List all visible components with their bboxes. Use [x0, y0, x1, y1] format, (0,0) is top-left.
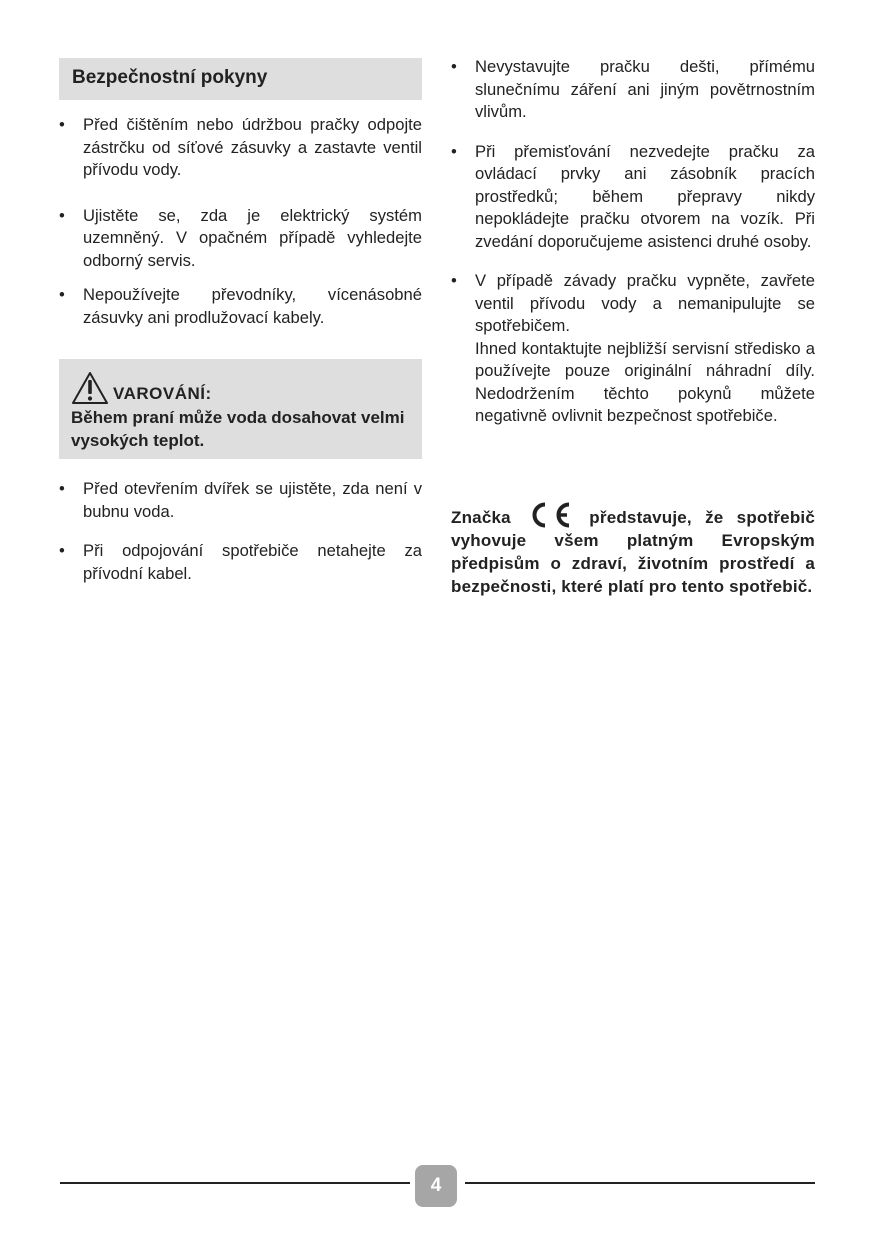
list-item-text: Při odpojování spotřebiče netahejte za přívodní kabel.: [83, 541, 422, 583]
footer-rule-left: [60, 1182, 410, 1184]
list-item: [451, 270, 815, 428]
page-number: 4: [415, 1165, 457, 1207]
bullet-symbol: •: [451, 271, 457, 290]
list-item: [59, 205, 422, 273]
bullet-symbol: •: [59, 541, 65, 560]
bullet-list-top: [59, 114, 422, 329]
ce-prefix: Značka: [451, 507, 511, 527]
bullet-symbol: •: [59, 205, 65, 225]
list-item-text: Před otevřením dvířek se ujistěte, zda není v bubnu voda.: [83, 479, 422, 521]
list-item: [59, 540, 422, 585]
list-item: [59, 114, 422, 182]
bullet-list-right: [451, 56, 815, 428]
list-item: [59, 478, 422, 523]
left-column: [59, 58, 422, 585]
bullet-symbol: •: [59, 285, 65, 304]
section-title: Bezpečnostní pokyny: [59, 58, 422, 100]
list-item: [451, 141, 815, 254]
list-item: [451, 56, 815, 124]
list-item-text: Ihned kontaktujte nejbližší servisní středisko a používejte pouze originální náhradní díly. Nedodržením těchto pokynů můžete negativně ovlivnit bezpečnost spotřebiče.: [475, 338, 815, 425]
warning-box: [59, 359, 422, 459]
list-item-text: Nepoužívejte převodníky, vícenásobné zásuvky ani prodlužovací kabely.: [83, 285, 422, 327]
bullet-symbol: •: [451, 57, 457, 76]
warning-title: VAROVÁNÍ:: [113, 384, 212, 403]
list-item-text: Při přemisťování nezvedejte pračku za ovládací prvky ani zásobník pracích prostředků; během přepravy nikdy nepokládejte pračku otvorem na vozík. Při zvedání doporučujeme asistenci druhé osoby.: [475, 141, 815, 251]
footer-rule-right: [465, 1182, 815, 1184]
list-item-text: Nevystavujte pračku dešti, přímému slunečnímu záření ani jiným povětrnostním vlivům.: [475, 57, 815, 121]
bullet-symbol: •: [59, 479, 65, 498]
list-item-text: Před čištěním nebo údržbou pračky odpojte zástrčku od síťové zásuvky a zastavte ventil přívodu vody.: [83, 115, 422, 179]
ce-declaration: [451, 501, 815, 598]
ce-suffix: představuje, že spotřebič vyhovuje všem platným Evropským předpisům o zdraví, životním prostředí a bezpečnosti, které platí pro tento spotřebič.: [451, 507, 815, 596]
list-item-text: V případě závady pračku vypněte, zavřete ventil přívodu vody a nemanipulujte se spotřebičem.: [475, 271, 815, 335]
bullet-symbol: •: [59, 115, 65, 134]
warning-text: Během praní může voda dosahovat velmi vysokých teplot.: [71, 408, 405, 450]
warning-triangle-icon: [71, 371, 109, 405]
list-item: [59, 284, 422, 329]
list-item-text: Ujistěte se, zda je elektrický systém uzemněný. V opačném případě vyhledejte odborný servis.: [83, 205, 422, 270]
warning-title-row: [71, 371, 410, 405]
ce-mark-icon: [526, 501, 574, 529]
bullet-list-bottom: [59, 478, 422, 585]
bullet-symbol: •: [451, 141, 457, 161]
right-column: [451, 56, 815, 598]
